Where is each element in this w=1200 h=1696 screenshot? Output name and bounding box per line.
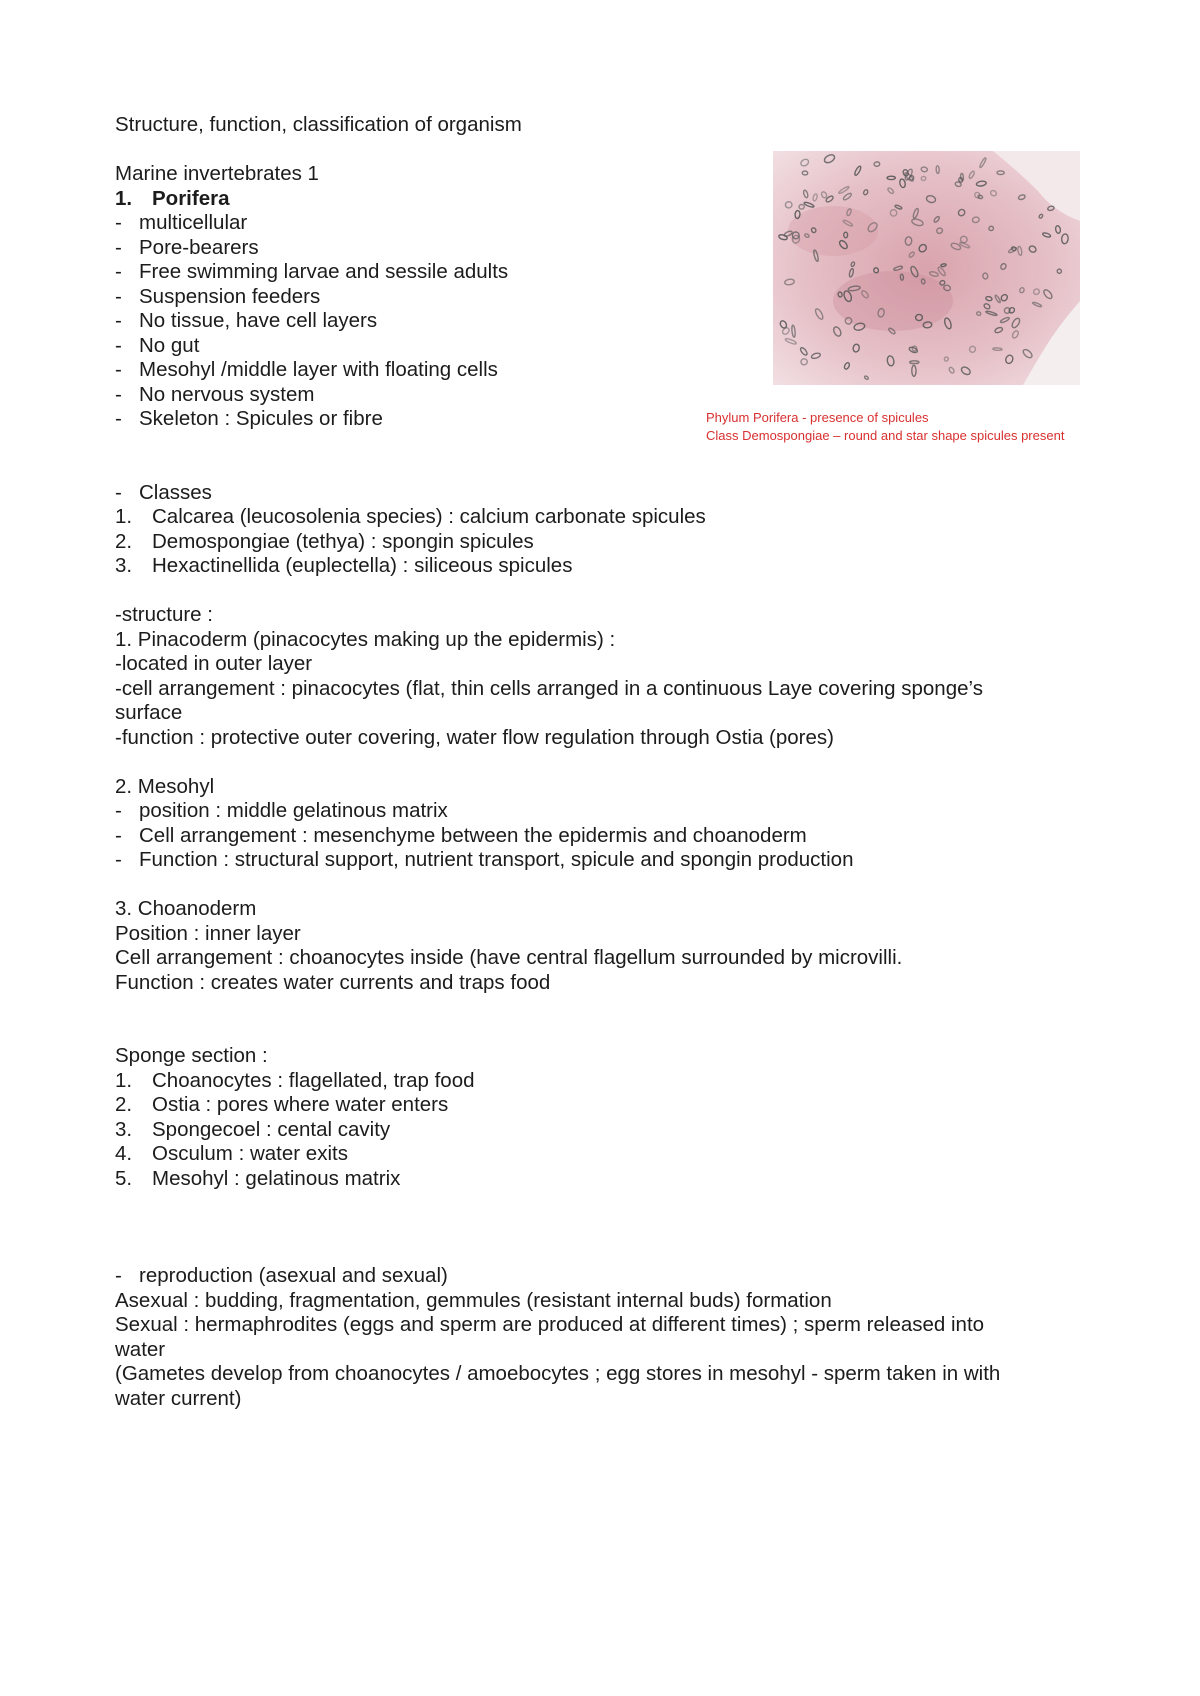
document-title: Structure, function, classification of organism — [115, 113, 522, 136]
classes-label: - Classes — [115, 480, 212, 504]
text-line: (Gametes develop from choanocytes / amoebocytes ; egg stores in mesohyl - sperm taken in with — [115, 1362, 1001, 1385]
text-line: 1. Pinacoderm (pinacocytes making up the epidermis) : — [115, 627, 616, 651]
caption-line-1: Phylum Porifera - presence of spicules — [706, 410, 929, 425]
mesohyl-title: 2. Mesohyl — [115, 774, 215, 798]
list-item: - No nervous system — [115, 382, 315, 406]
list-item: - multicellular — [115, 211, 248, 234]
list-item: - Function : structural support, nutrient transport, spicule and spongin production — [115, 848, 854, 871]
list-item: 4. Osculum : water exits — [115, 1142, 348, 1165]
list-item: 2. Ostia : pores where water enters — [115, 1093, 449, 1116]
sponge-section-label: Sponge section : — [115, 1044, 268, 1067]
list-item: - Free swimming larvae and sessile adults — [115, 260, 509, 283]
list-item: 2. Demospongiae (tethya) : spongin spicules — [115, 529, 534, 553]
list-item: - Mesohyl /middle layer with floating cells — [115, 358, 498, 381]
text-line: Cell arrangement : choanocytes inside (have central flagellum surrounded by microvilli. — [115, 946, 903, 969]
list-item: 1. Choanocytes : flagellated, trap food — [115, 1068, 475, 1092]
mesohyl-list — [115, 799, 1095, 873]
list-item: 3. Spongecoel : cental cavity — [115, 1117, 391, 1141]
reproduction-block — [115, 1289, 1095, 1412]
list-item: 1. Calcarea (leucosolenia species) : calcium carbonate spicules — [115, 505, 706, 528]
text-line: -cell arrangement : pinacocytes (flat, thin cells arranged in a continuous Laye covering sponge’s — [115, 676, 983, 700]
text-line: water — [115, 1337, 166, 1361]
list-item: 3. Hexactinellida (euplectella) : siliceous spicules — [115, 554, 573, 577]
text-line: Function : creates water currents and traps food — [115, 970, 551, 994]
heading-text: Porifera — [152, 186, 230, 210]
classes-list — [115, 505, 1095, 579]
text-line: Asexual : budding, fragmentation, gemmules (resistant internal buds) formation — [115, 1288, 832, 1312]
list-item: - Suspension feeders — [115, 284, 321, 308]
text-line: water current) — [115, 1386, 242, 1410]
list-item: - Pore-bearers — [115, 235, 259, 259]
micrograph-spicules — [773, 151, 1080, 385]
section-subtitle: Marine invertebrates 1 — [115, 162, 319, 185]
list-item: - No tissue, have cell layers — [115, 309, 378, 332]
text-line: surface — [115, 701, 183, 724]
list-item: - Skeleton : Spicules or fibre — [115, 407, 383, 430]
text-line: -function : protective outer covering, water flow regulation through Ostia (pores) — [115, 725, 834, 749]
micrograph-image — [773, 151, 1080, 385]
choanoderm-block — [115, 897, 1095, 995]
reproduction-label: - reproduction (asexual and sexual) — [115, 1264, 448, 1287]
text-line: Position : inner layer — [115, 921, 301, 945]
list-item: 5. Mesohyl : gelatinous matrix — [115, 1166, 401, 1190]
caption-line-2: Class Demospongiae – round and star shape spicules present — [706, 428, 1065, 443]
pinacoderm-block — [115, 628, 1095, 751]
sponge-section-list — [115, 1069, 1095, 1192]
structure-label: -structure : — [115, 603, 213, 626]
list-item: - Cell arrangement : mesenchyme between the epidermis and choanoderm — [115, 823, 807, 847]
text-line: -located in outer layer — [115, 652, 313, 675]
text-line: Sexual : hermaphrodites (eggs and sperm are produced at different times) ; sperm released into — [115, 1313, 985, 1336]
figure-caption — [706, 409, 1064, 445]
list-item: - No gut — [115, 333, 200, 357]
heading-number: 1. — [115, 186, 133, 210]
list-item: - position : middle gelatinous matrix — [115, 799, 448, 822]
text-line: 3. Choanoderm — [115, 897, 257, 920]
